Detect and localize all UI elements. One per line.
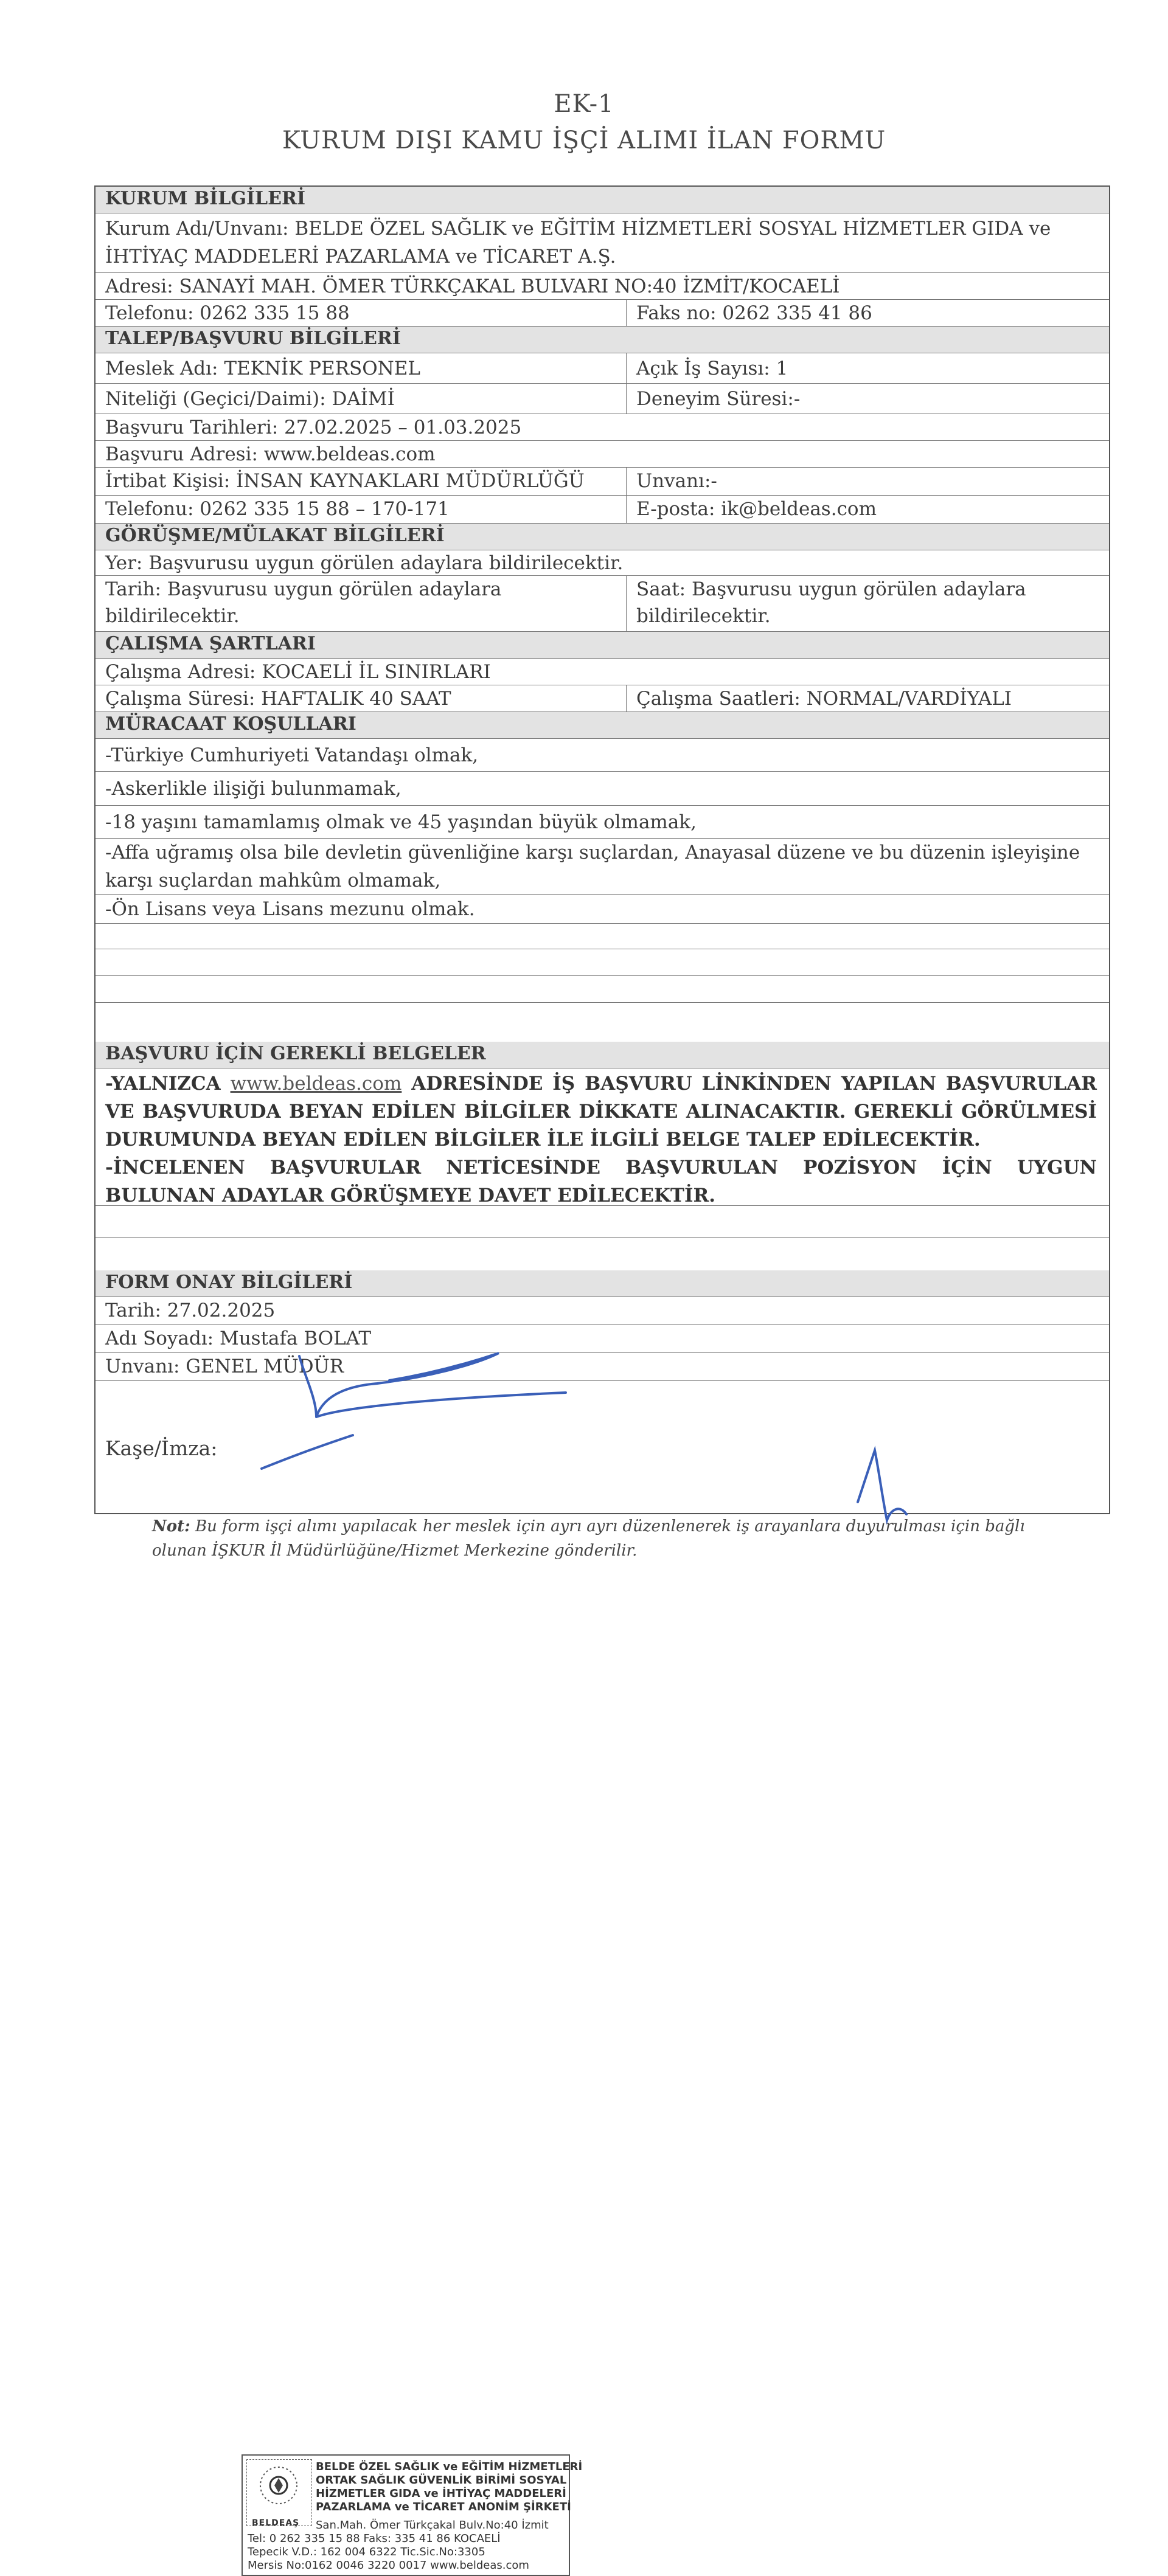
condition-item: -Askerlikle ilişiği bulunmamak, bbox=[105, 778, 401, 800]
section-kurum bbox=[96, 187, 1109, 213]
stamp-line: PAZARLAMA ve TİCARET ANONİM ŞİRKETİ bbox=[316, 2501, 571, 2513]
basvuru-adresi: Başvuru Adresi: www.beldeas.com bbox=[105, 443, 436, 465]
section-title: BAŞVURU İÇİN GEREKLİ BELGELER bbox=[105, 1043, 486, 1064]
stamp-line: HİZMETLER GIDA ve İHTİYAÇ MADDELERİ bbox=[316, 2487, 566, 2500]
note-label: Not: bbox=[152, 1517, 190, 1536]
kase-imza-label: Kaşe/İmza: bbox=[105, 1436, 218, 1460]
belgeler-text bbox=[96, 1068, 1109, 1205]
belgeler-paragraph-2: -İNCELENEN BAŞVURULAR NETİCESİNDE BAŞVURULAN POZİSYON İÇİN UYGUN BULUNAN ADAYLAR GÖRÜŞMEYE DAVET EDİLECEKTİR. bbox=[105, 1157, 1097, 1205]
beldeas-link[interactable]: www.beldeas.com bbox=[230, 1073, 402, 1095]
stamp-phone: Tel: 0 262 335 15 88 Faks: 335 41 86 KOCAELİ bbox=[248, 2532, 501, 2545]
section-muracaat bbox=[96, 712, 1109, 739]
gorusme-tarih: Tarih: Başvurusu uygun görülen adaylara bildirilecektir. bbox=[105, 578, 502, 627]
empty-row bbox=[96, 1238, 1109, 1270]
note-text: Bu form işçi alımı yapılacak her meslek için ayrı ayrı düzenlenerek iş arayanlara duyurulması için bağlı olunan İŞKUR İl Müdürlüğüne/Hizmet Merkezine gönderilir. bbox=[152, 1517, 1025, 1560]
row-calisma-adresi bbox=[96, 659, 1109, 685]
calisma-adresi: Çalışma Adresi: KOCAELİ İL SINIRLARI bbox=[105, 661, 491, 683]
row-irtibat bbox=[96, 468, 1109, 496]
footer-note bbox=[152, 1514, 1065, 1563]
row-nitelik bbox=[96, 384, 1109, 414]
condition-item: -Affa uğramış olsa bile devletin güvenliğine karşı suçlardan, Anayasal düzene ve bu düzenin işleyişine karşı suçlardan mahkûm olmamak, bbox=[105, 842, 1080, 892]
deneyim-suresi: Deneyim Süresi:- bbox=[626, 384, 1109, 414]
list-item bbox=[96, 772, 1109, 806]
list-item bbox=[96, 806, 1109, 839]
stamp-line: BELDE ÖZEL SAĞLIK ve EĞİTİM HİZMETLERİ bbox=[316, 2460, 583, 2473]
row-telefon bbox=[96, 496, 1109, 524]
list-item bbox=[96, 895, 1109, 924]
stamp-tax: Tepecik V.D.: 162 004 6322 Tic.Sic.No:3305 bbox=[248, 2546, 485, 2558]
gorusme-yer: Yer: Başvurusu uygun görülen adaylara bildirilecektir. bbox=[105, 552, 624, 574]
empty-row bbox=[96, 949, 1109, 976]
condition-item: -18 yaşını tamamlamış olmak ve 45 yaşından büyük olmamak, bbox=[105, 811, 697, 833]
section-title: GÖRÜŞME/MÜLAKAT BİLGİLERİ bbox=[105, 525, 445, 546]
basvuru-tarihleri: Başvuru Tarihleri: 27.02.2025 – 01.03.2025 bbox=[105, 417, 522, 438]
document-code: EK-1 bbox=[554, 90, 614, 118]
stamp-address: San.Mah. Ömer Türkçakal Bulv.No:40 İzmit bbox=[316, 2519, 549, 2532]
condition-item: -Türkiye Cumhuriyeti Vatandaşı olmak, bbox=[105, 744, 479, 766]
section-title: KURUM BİLGİLERİ bbox=[105, 188, 305, 209]
row-onay-unvan bbox=[96, 1353, 1109, 1381]
irtibat-telefon: Telefonu: 0262 335 15 88 – 170-171 bbox=[105, 498, 450, 520]
section-belgeler bbox=[96, 1042, 1109, 1068]
irtibat-unvan: Unvanı:- bbox=[626, 468, 1109, 495]
onay-adsoyad: Adı Soyadı: Mustafa BOLAT bbox=[105, 1328, 372, 1349]
document-title: KURUM DIŞI KAMU İŞÇİ ALIMI İLAN FORMU bbox=[282, 126, 886, 154]
section-onay bbox=[96, 1270, 1109, 1297]
row-belgeler bbox=[96, 1068, 1109, 1206]
row-onay-adsoyad bbox=[96, 1325, 1109, 1353]
meslek-adi: Meslek Adı: TEKNİK PERSONEL bbox=[105, 358, 421, 379]
row-kurum-name bbox=[96, 213, 1109, 273]
section-gorusme bbox=[96, 524, 1109, 550]
irtibat-eposta: E-posta: ik@beldeas.com bbox=[626, 496, 1109, 523]
kurum-fax: Faks no: 0262 335 41 86 bbox=[626, 300, 1109, 326]
belgeler-paragraph-1 bbox=[105, 1070, 1097, 1154]
kurum-address: Adresi: SANAYİ MAH. ÖMER TÜRKÇAKAL BULVARI NO:40 İZMİT/KOCAELİ bbox=[105, 275, 840, 297]
condition-item: -Ön Lisans veya Lisans mezunu olmak. bbox=[105, 898, 475, 920]
onay-unvan: Unvanı: GENEL MÜDÜR bbox=[105, 1356, 344, 1377]
acik-is-sayisi: Açık İş Sayısı: 1 bbox=[626, 353, 1109, 383]
stamp-mersis: Mersis No:0162 0046 3220 0017 www.beldeas.com bbox=[248, 2559, 529, 2572]
row-yer bbox=[96, 550, 1109, 576]
row-meslek bbox=[96, 353, 1109, 384]
company-logo-icon bbox=[246, 2459, 312, 2526]
kurum-name: Kurum Adı/Unvanı: BELDE ÖZEL SAĞLIK ve EĞİTİM HİZMETLERİ SOSYAL HİZMETLER GIDA ve İHTİYAÇ MADDELERİ PAZARLAMA ve TİCARET A.Ş. bbox=[105, 218, 1051, 268]
stamp-line: ORTAK SAĞLIK GÜVENLİK BİRİMİ SOSYAL bbox=[316, 2474, 567, 2487]
empty-row bbox=[96, 1206, 1109, 1238]
calisma-suresi: Çalışma Süresi: HAFTALIK 40 SAAT bbox=[105, 688, 451, 710]
belgeler-rest: ADRESİNDE İŞ BAŞVURU LİNKİNDEN YAPILAN BAŞVURULAR VE BAŞVURUDA BEYAN EDİLEN BİLGİLER DİKKATE ALINACAKTIR. GEREKLİ GÖRÜLMESİ DURUMUNDA BEYAN EDİLEN BİLGİLER İLE İLGİLİ BELGE TALEP EDİLECEKTİR. bbox=[105, 1073, 1097, 1151]
row-kurum-contact bbox=[96, 300, 1109, 327]
irtibat-kisisi: İrtibat Kişisi: İNSAN KAYNAKLARI MÜDÜRLÜĞÜ bbox=[105, 470, 585, 492]
empty-row bbox=[96, 976, 1109, 1003]
row-calisma-sure bbox=[96, 685, 1109, 712]
row-basvuru-adresi bbox=[96, 441, 1109, 468]
row-onay-tarih bbox=[96, 1297, 1109, 1325]
section-title: FORM ONAY BİLGİLERİ bbox=[105, 1272, 353, 1293]
empty-row bbox=[96, 1003, 1109, 1042]
row-kurum-address bbox=[96, 273, 1109, 300]
empty-row bbox=[96, 924, 1109, 949]
list-item bbox=[96, 839, 1109, 895]
logo-emblem-icon bbox=[247, 2460, 310, 2515]
section-talep bbox=[96, 327, 1109, 353]
list-item bbox=[96, 739, 1109, 772]
section-title: TALEP/BAŞVURU BİLGİLERİ bbox=[105, 328, 401, 349]
section-title: ÇALIŞMA ŞARTLARI bbox=[105, 633, 316, 654]
kurum-phone: Telefonu: 0262 335 15 88 bbox=[105, 302, 350, 324]
onay-tarih: Tarih: 27.02.2025 bbox=[105, 1300, 276, 1321]
section-calisma bbox=[96, 632, 1109, 659]
section-title: MÜRACAAT KOŞULLARI bbox=[105, 713, 356, 735]
gorusme-saat: Saat: Başvurusu uygun görülen adaylara bildirilecektir. bbox=[626, 576, 1109, 631]
belgeler-prefix: -YALNIZCA bbox=[105, 1073, 221, 1095]
row-tarih-saat bbox=[96, 576, 1109, 632]
nitelik: Niteliği (Geçici/Daimi): DAİMİ bbox=[105, 388, 395, 410]
stamp-brand: BELDEAŞ bbox=[252, 2518, 300, 2528]
company-stamp bbox=[242, 2454, 583, 2576]
calisma-saatleri: Çalışma Saatleri: NORMAL/VARDİYALI bbox=[626, 685, 1109, 712]
row-tarihler bbox=[96, 414, 1109, 441]
